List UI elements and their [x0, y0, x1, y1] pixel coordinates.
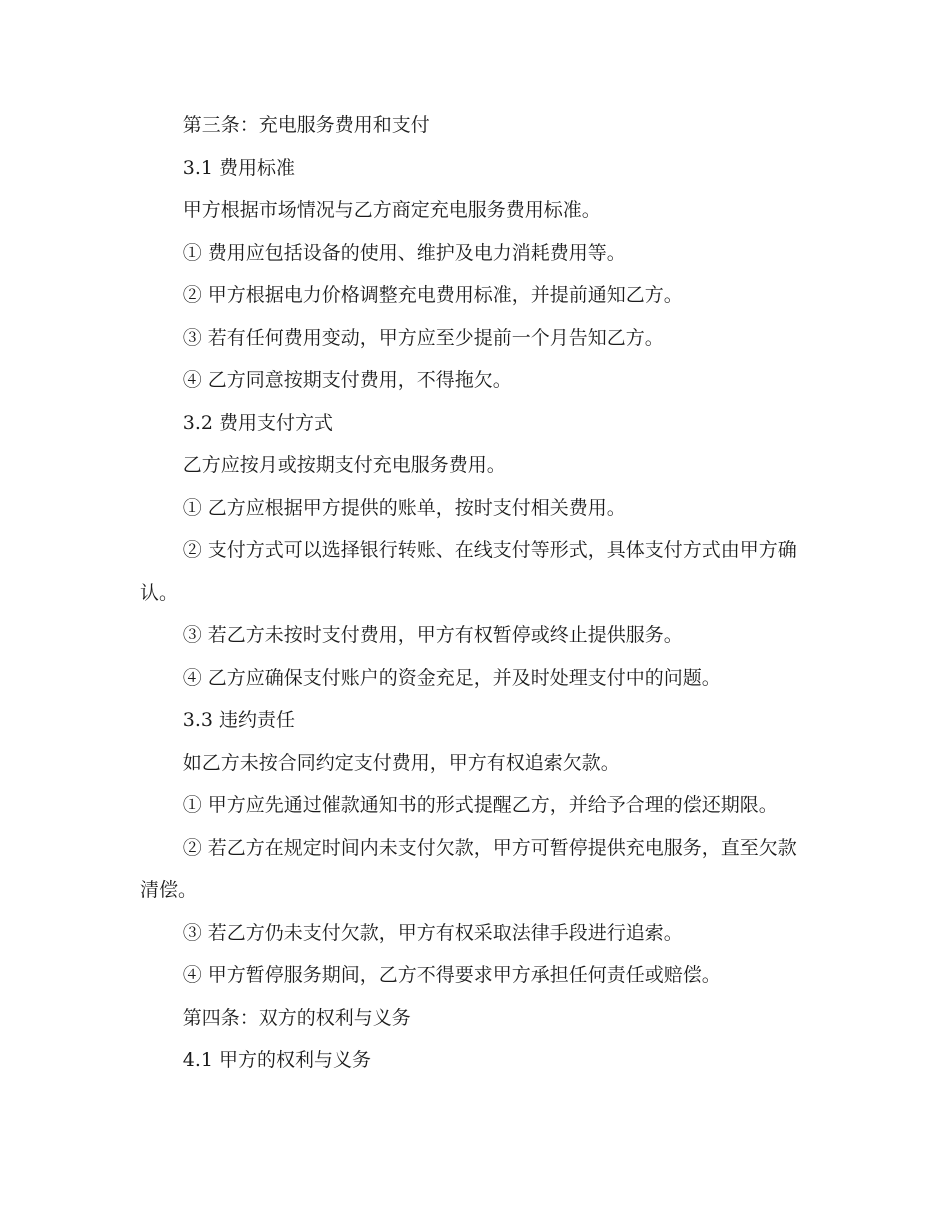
section-3-1-item-2: ② 甲方根据电力价格调整充电费用标准，并提前通知乙方。: [182, 284, 683, 306]
section-3-3-item-2: ② 若乙方在规定时间内未支付欠款，甲方可暂停提供充电服务，直至欠款清偿。: [140, 836, 797, 901]
section-3-2-item-1: ① 乙方应根据甲方提供的账单，按时支付相关费用。: [182, 496, 626, 519]
section-3-1-item-1: ① 费用应包括设备的使用、维护及电力消耗费用等。: [182, 241, 626, 264]
section-4-1-heading: 4.1 甲方的权利与义务: [182, 1049, 372, 1071]
section-3-3-intro: 如乙方未按合同约定支付费用，甲方有权追索欠款。: [182, 751, 620, 774]
section-3-1-heading: 3.1 费用标准: [182, 156, 296, 179]
section-3-2-item-3: ③ 若乙方未按时支付费用，甲方有权暂停或终止提供服务。: [182, 624, 683, 646]
article-3-heading: 第三条：充电服务费用和支付: [182, 114, 430, 136]
section-3-3-item-1: ① 甲方应先通过催款通知书的形式提醒乙方，并给予合理的偿还期限。: [182, 794, 778, 816]
section-3-3-item-3: ③ 若乙方仍未支付欠款，甲方有权采取法律手段进行追索。: [182, 921, 683, 944]
section-3-1-item-3: ③ 若有任何费用变动，甲方应至少提前一个月告知乙方。: [182, 326, 664, 349]
section-3-2-item-2: ② 支付方式可以选择银行转账、在线支付等形式，具体支付方式由甲方确认。: [140, 539, 797, 604]
section-3-3-item-4: ④ 甲方暂停服务期间，乙方不得要求甲方承担任何责任或赔偿。: [182, 964, 721, 986]
section-3-3-heading: 3.3 违约责任: [182, 709, 296, 731]
section-3-1-item-4: ④ 乙方同意按期支付费用，不得拖欠。: [182, 369, 512, 391]
section-3-2-item-4: ④ 乙方应确保支付账户的资金充足，并及时处理支付中的问题。: [182, 666, 721, 689]
section-3-2-heading: 3.2 费用支付方式: [182, 411, 334, 434]
section-3-1-intro: 甲方根据市场情况与乙方商定充电服务费用标准。: [182, 199, 601, 221]
article-4-heading: 第四条：双方的权利与义务: [182, 1006, 411, 1029]
document-body: [140, 104, 810, 1082]
section-3-2-intro: 乙方应按月或按期支付充电服务费用。: [182, 454, 506, 476]
